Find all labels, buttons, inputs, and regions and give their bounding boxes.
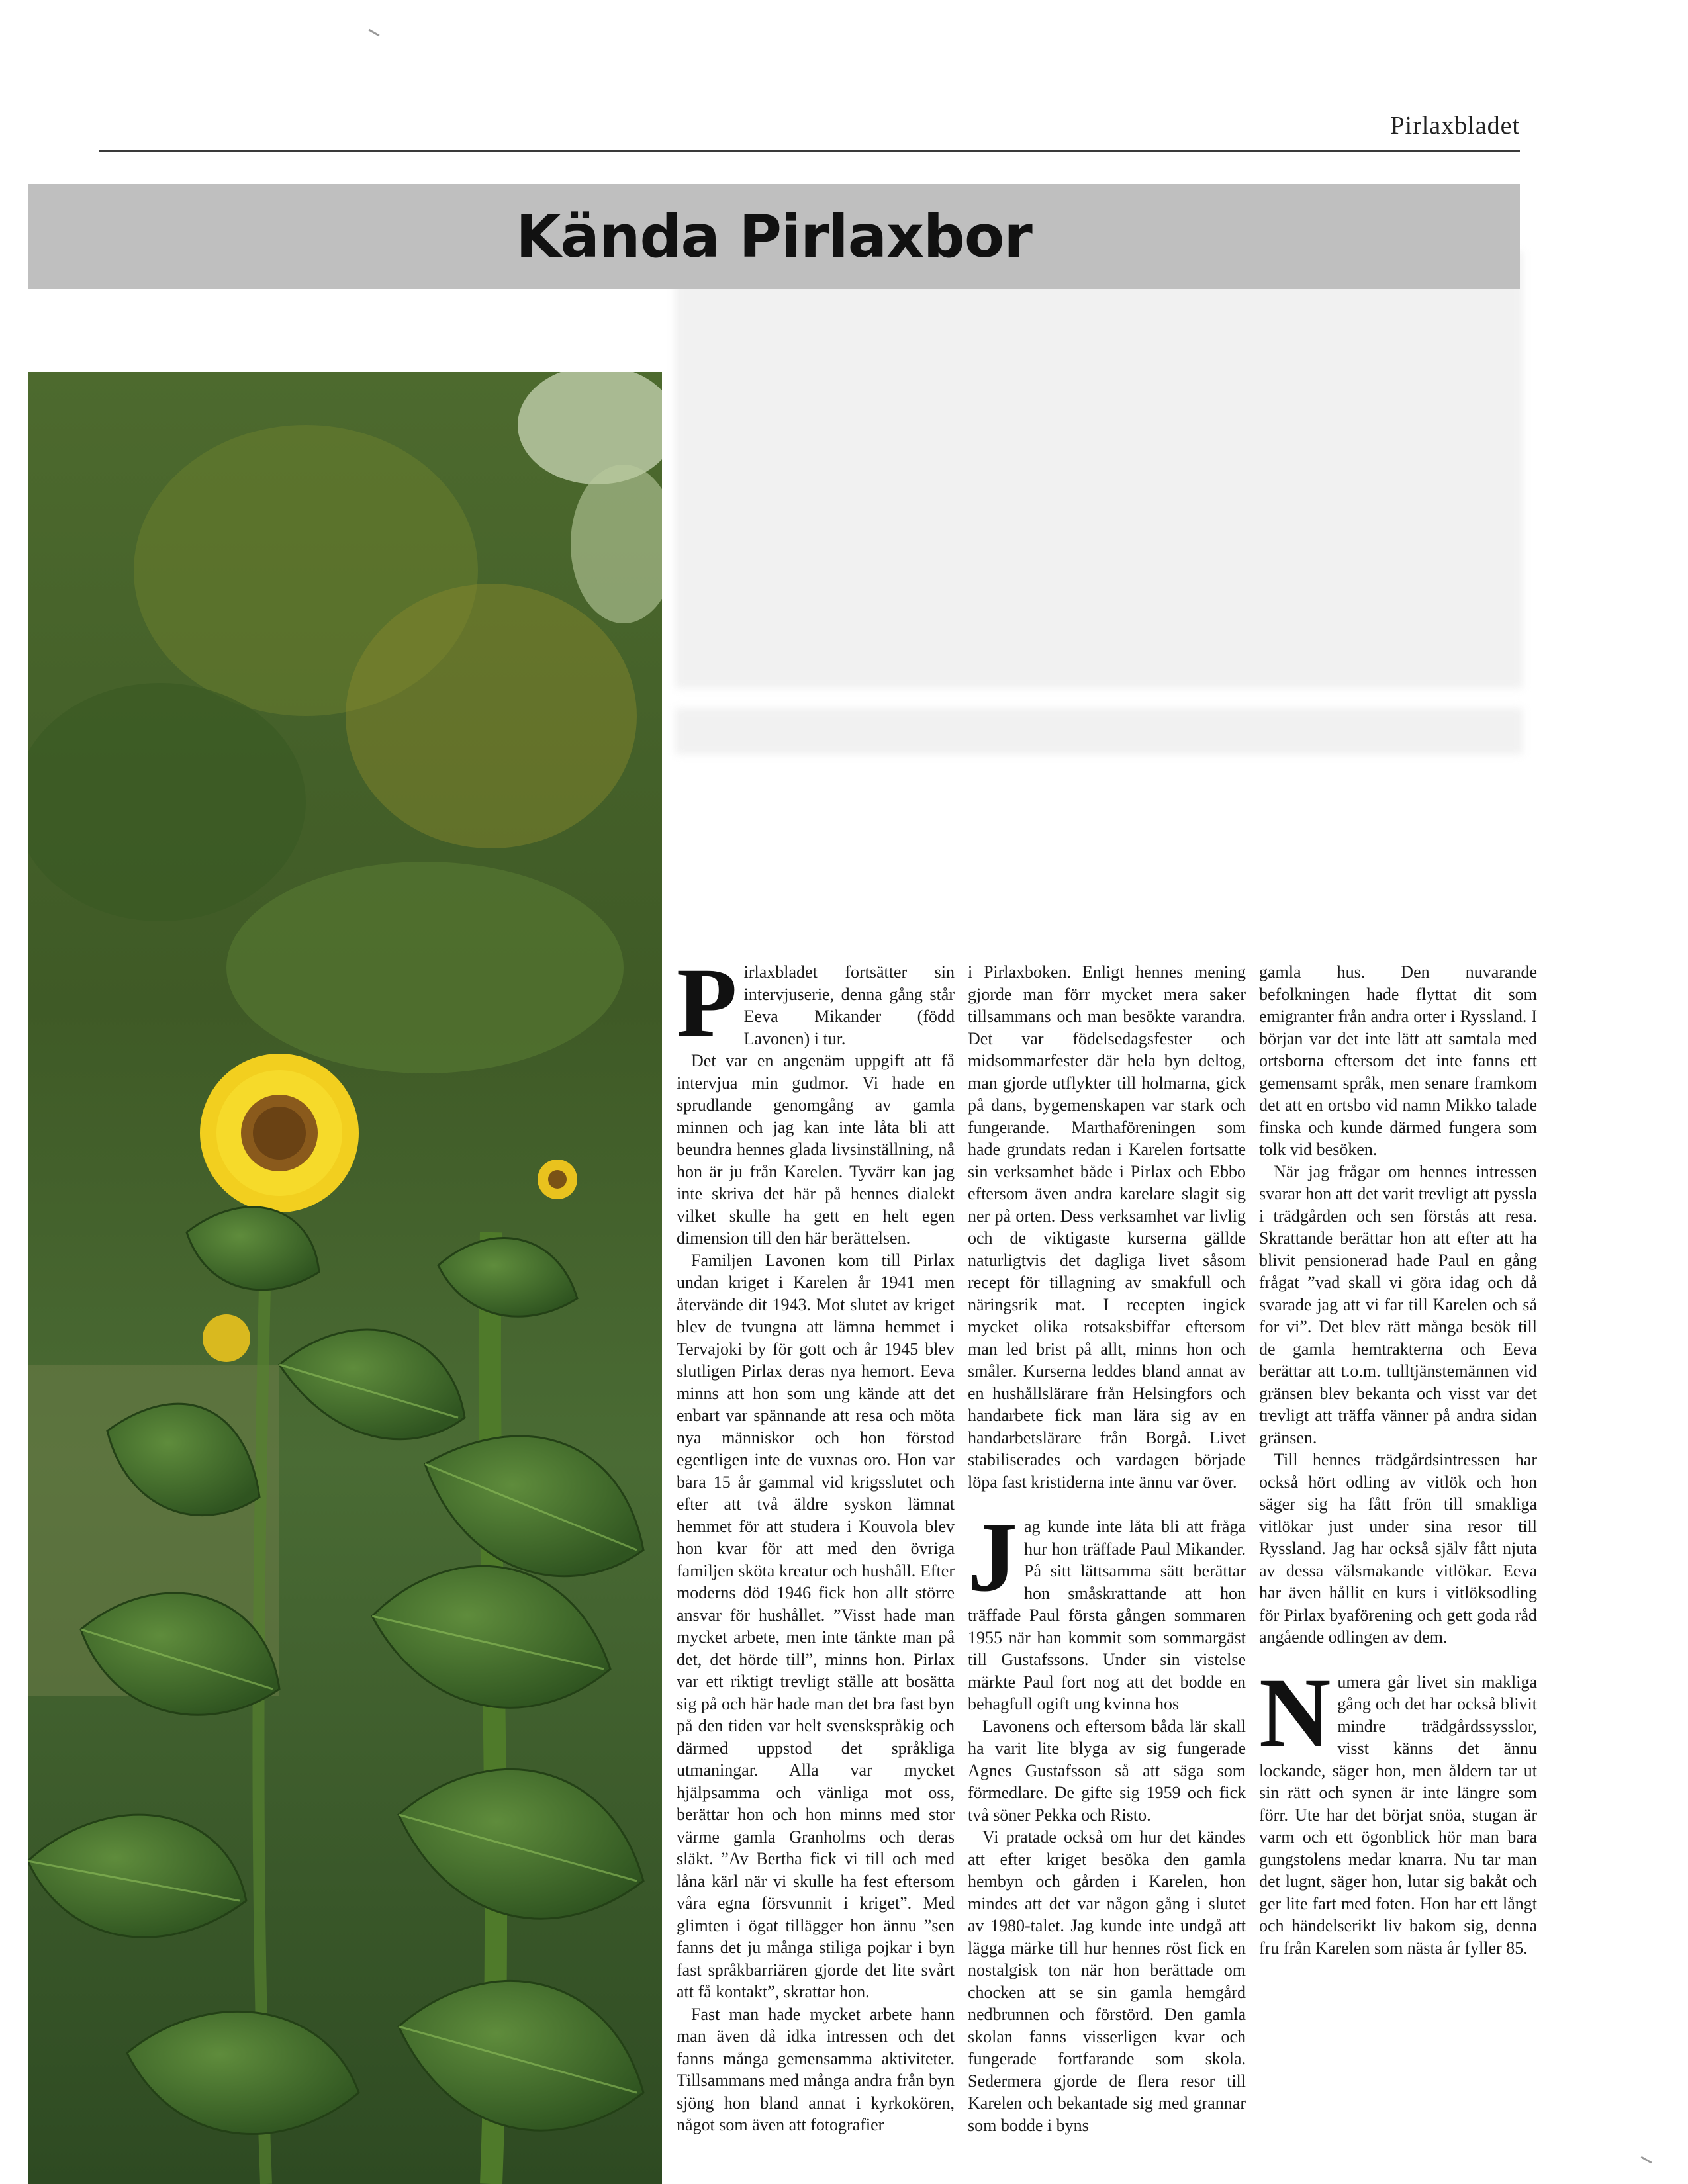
article-paragraph: Lavonens och eftersom båda lär skall ha varit lite blyga av sig fungerade Agnes Gustafsson så att säga som förmedlare. De gifte sig 1959 och fick två söner Pekka och Risto. (968, 1716, 1246, 1825)
article-paragraph: Till hennes trädgårdsintressen har också hört odling av vitlök och hon säger sig ha fått frön till smakliga vitlökar just under sina resor till Ryssland. Jag har också själv fått njuta av dessa välsmakande vitlökar. Eeva har även hållit en kurs i vitlöksodling för Pirlax byaförening och gett goda råd angående odlingen av dem. (1259, 1450, 1537, 1647)
article-paragraph: gamla hus. Den nuvarande befolkningen hade flyttat dit som emigranter från andra orter i Ryssland. I början var det inte lätt att samtala med ortsborna eftersom det inte fanns ett gemensamt språk, men senare framkom det att en ortsbo vid namn Mikko talade finska och kunde därmed fungera som tolk vid besöken. (1259, 962, 1537, 1159)
article-paragraph: Numera går livet sin makliga gång och det har också blivit mindre trädgårdssysslor, visst känns det ännu lockande, säger hon, men åldern tar ut sin rätt och synen är inte längre som förr. Ute har det börjat snöa, stugan är varm och ett ögonblick hör man bara gungstolens medar knarra. Nu tar man det lugnt, säger hon, lutar sig bakåt och ger lite fart med foten. Hon har ett långt och händelserikt liv bakom sig, denna fru från Karelen som nästa år fyller 85. (1259, 1657, 1537, 1958)
sunflower-photo (28, 372, 662, 2184)
publication-name: Pirlaxbladet (1390, 112, 1520, 140)
article-paragraph: Jag kunde inte låta bli att fråga hur hon träffade Paul Mikander. På sitt lättsamma sätt berättar hon småskrattande att hon träffade Paul första gången sommaren 1955 när han kommit som sommargäst till Gustafssons. Under sin vistelse märkte Paul fort nog att det bodde en behagfull ogift ung kvinna hos (968, 1502, 1246, 1713)
article-column-2 (968, 961, 1246, 2136)
article-paragraph: Familjen Lavonen kom till Pirlax undan kriget i Karelen år 1941 men återvände dit 1943. Mot slutet av kriget blev de tvungna att lämna hemmet i Tervajoki by för gott och år 1945 blev slutligen Pirlax deras nya hemort. Eeva minns att hon som ung kände att det enbart var spännande att resa och möta nya människor och hon förstod egentligen inte de vuxnas oro. Hon var bara 15 år gammal vid krigsslutet och efter att två äldre syskon lämnat hemmet för att studera i Kouvola blev hon kvar för att med den övriga familjen sköta kreatur och hushåll. Efter moderns död 1946 fick hon allt större ansvar för hushållet. ”Visst hade man mycket arbete, men inte tänkte man på det, det hörde till”, minns hon. Pirlax var ett riktigt trevligt ställe att bosätta sig på och här hade man det bra fast byn på den tiden var helt svenskspråkig och därmed uppstod det språkliga utmaningar. Alla var mycket hjälpsamma och vänliga mot oss, berättar hon och hon minns med stor värme gamla Granholms och deras släkt. ”Av Bertha fick vi till och med låna kärl när vi skulle ha fest eftersom våra egna försvunnit i kriget”. Med glimten i ögat tillägger hon ännu ”sen fanns det ju många stiliga pojkar i byn fast språkbarriären gjorde det lite svårt att få kontakt”, skrattar hon. (677, 1250, 955, 2001)
article-column-3 (1259, 961, 1537, 1959)
scan-mark (1640, 2156, 1652, 2164)
article-paragraph: i Pirlaxboken. Enligt hennes mening gjorde man förr mycket mera saker tillsammans och man besökte varandra. Det var födelsedagsfester och midsommarfester där hela byn deltog, man gjorde utflykter till holmarna, gick på dans, bygemenskapen var stark och fungerande. Marthaföreningen som hade grundats redan i Karelen fortsatte sin verksamhet både i Pirlax och Ebbo eftersom även andra karelare slagit sig ner på orten. Dess verksamhet var livlig och de viktigaste kurserna gällde naturligtvis det dagliga livet såsom recept för tillagning av smakfull och näringsrik mat. I recepten ingick mycket olika rotsaksbiffar eftersom man led brist på allt, minns hon och småler. Kurserna leddes bland annat av en hushållslärare från Helsingfors och handarbete fick man lära sig av en handarbetslärare från Borgå. Livet stabiliserades och vardagen började löpa fast kristiderna inte ännu var över. (968, 962, 1246, 1492)
sunflower-illustration (28, 372, 662, 2184)
article-paragraph: Det var en angenäm uppgift att få intervjua min gudmor. Vi hade en sprudlande genomgång av gamla minnen och jag kan inte låta bli att beundra hennes glada livsinställning, nå hon är ju från Karelen. Tyvärr kan jag inte skriva det här på hennes dialekt vilket skulle ha gett en helt egen dimension till den här berättelsen. (677, 1051, 955, 1248)
scan-mark (368, 29, 379, 37)
drop-cap: N (1259, 1657, 1331, 1768)
drop-cap: P (677, 948, 737, 1058)
article-paragraph: Fast man hade mycket arbete hann man även då idka intressen och det fanns många gemensamma aktiviteter. Tillsammans med många andra från byn sjöng hon bland annat i kyrkokören, något som även att fotografier (677, 2004, 955, 2134)
show-through-block (675, 708, 1523, 754)
article-title: Kända Pirlaxbor (516, 202, 1032, 271)
article-paragraph: När jag frågar om hennes intressen svarar hon att det varit trevligt att pyssla i trädgården och sen förstås att resa. Skrattande berättar hon att efter att ha blivit pensionerad hade Paul en gång frågat ”vad skall vi göra idag och då svarade jag att vi far till Karelen och så for vi”. Det blev rätt många besök till de gamla hemtrakterna och Eeva berättar att t.o.m. tulltjänstemännen vid gränsen blev bekanta och visst var det trevligt att träffa vänner på andra sidan gränsen. (1259, 1161, 1537, 1447)
article-column-1 (677, 948, 955, 2136)
article-paragraph: Pirlaxbladet fortsätter sin intervjuserie, denna gång står Eeva Mikander (född Lavonen) i tur. (677, 948, 955, 1058)
article-paragraph: Vi pratade också om hur det kändes att efter kriget besöka den gamla hembyn och gården i Karelen, hon mindes att det var någon gång i slutet av 1980-talet. Jag kunde inte undgå att lägga märke till hur hennes röst fick en nostalgisk ton när hon berättade om chocken att se sin gamla hemgård nedbrunnen och förstörd. Den gamla skolan fanns visserligen kvar och fungerade fortfarande som skola. Sedermera gjorde de flera resor till Karelen och bekantade sig med grannar som bodde i byns (968, 1827, 1246, 2135)
title-band (28, 184, 1520, 289)
show-through-block (675, 251, 1523, 688)
header-rule (99, 150, 1520, 152)
drop-cap: J (968, 1502, 1017, 1612)
